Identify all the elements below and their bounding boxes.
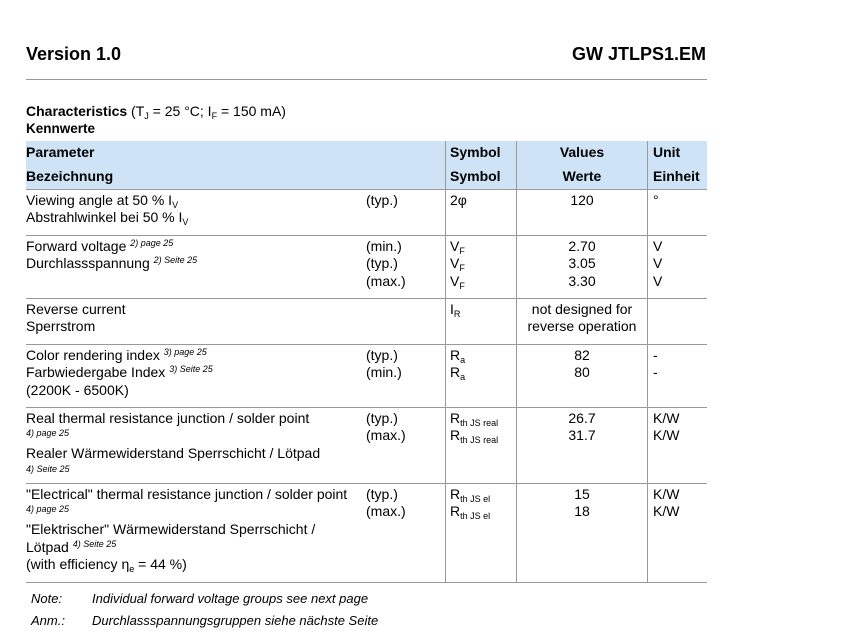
value-cell: 82 80 bbox=[517, 344, 648, 407]
header-parameter: Parameter bbox=[26, 141, 366, 165]
value-cell: not designed for reverse operation bbox=[517, 299, 648, 345]
header-values: Values bbox=[517, 141, 648, 165]
section-title: Characteristics ($T_J = 25$ °C; $I_F = 150$ mA) bbox=[26, 103, 286, 121]
parameter-cell: Color rendering index $^{3) page 25}$ Farbwiedergabe Index $^{3) Seite 25}$ (2200K - 6500K) bbox=[26, 344, 366, 407]
header-einheit: Einheit bbox=[648, 165, 708, 190]
table-row-forward-voltage bbox=[26, 235, 707, 298]
table-row-reverse-current bbox=[26, 299, 707, 345]
table-header-en bbox=[26, 141, 707, 165]
header-divider bbox=[26, 79, 707, 80]
section-subtitle: Kennwerte bbox=[26, 121, 96, 136]
unit-cell: ° bbox=[648, 190, 708, 236]
header-symbol: Symbol bbox=[446, 141, 517, 165]
table-row-color-rendering bbox=[26, 344, 707, 407]
value-cell: 120 bbox=[517, 190, 648, 236]
note-label: Note: bbox=[31, 591, 63, 606]
part-number: GW JTLPS1.EM bbox=[571, 44, 706, 64]
symbol-cell: $R_a$ $R_a$ bbox=[446, 344, 517, 407]
value-cell: 26.7 31.7 bbox=[517, 408, 648, 484]
note-text: Individual forward voltage groups see next page bbox=[92, 591, 369, 606]
header-bezeichnung: Bezeichnung bbox=[26, 165, 366, 190]
qualifier-cell: (typ.) (max.) bbox=[366, 483, 446, 582]
qualifier-cell: (typ.) (max.) bbox=[366, 408, 446, 484]
unit-cell: K/W K/W bbox=[648, 408, 708, 484]
qualifier-cell: (min.) (typ.) (max.) bbox=[366, 235, 446, 298]
note-german bbox=[31, 613, 631, 635]
symbol-cell: $R_{th JS el}$ $R_{th JS el}$ bbox=[446, 483, 517, 582]
value-cell: 15 18 bbox=[517, 483, 648, 582]
qualifier-cell bbox=[366, 299, 446, 345]
table-row-electrical-thermal-resistance bbox=[26, 483, 707, 582]
section-title-bold: Characteristics bbox=[26, 103, 128, 119]
symbol-cell: $R_{th JS real}$ $R_{th JS real}$ bbox=[446, 408, 517, 484]
note-text: Durchlassspannungsgruppen siehe nächste Seite bbox=[92, 613, 379, 628]
page-header bbox=[26, 44, 706, 68]
symbol-cell: $I_R$ bbox=[446, 299, 517, 345]
symbol-cell: 2φ bbox=[446, 190, 517, 236]
unit-cell: - - bbox=[648, 344, 708, 407]
note-label: Anm.: bbox=[31, 613, 65, 628]
qualifier-cell: (typ.) bbox=[366, 190, 446, 236]
header-symbol-de: Symbol bbox=[446, 165, 517, 190]
table-header-de bbox=[26, 165, 707, 190]
value-cell: 2.70 3.05 3.30 bbox=[517, 235, 648, 298]
document-version: Version 1.0 bbox=[26, 44, 122, 64]
unit-cell: V V V bbox=[648, 235, 708, 298]
header-unit: Unit bbox=[648, 141, 708, 165]
note-english bbox=[31, 591, 631, 613]
header-werte: Werte bbox=[517, 165, 648, 190]
unit-cell bbox=[648, 299, 708, 345]
parameter-cell: Reverse current Sperrstrom bbox=[26, 299, 366, 345]
parameter-cell: Viewing angle at 50 % $I_V$ Abstrahlwinkel bei 50 % $I_V$ bbox=[26, 190, 366, 236]
table-row-viewing-angle bbox=[26, 190, 707, 236]
characteristics-table bbox=[26, 141, 707, 583]
parameter-cell: Real thermal resistance junction / solder point 4) page 25 Realer Wärmewiderstand Sperrschicht / Lötpad 4) Seite 25 bbox=[26, 408, 366, 484]
parameter-cell: Forward voltage $^{2) page 25}$ Durchlassspannung $^{2) Seite 25}$ bbox=[26, 235, 366, 298]
symbol-cell: $V_F$ $V_F$ $V_F$ bbox=[446, 235, 517, 298]
parameter-cell: "Electrical" thermal resistance junction / solder point 4) page 25 "Elektrischer" Wärmewiderstand Sperrschicht / Lötpad $^{4) Seite 25}$ (with efficiency $\eta_e = 44$ %) bbox=[26, 483, 366, 582]
table-row-real-thermal-resistance bbox=[26, 408, 707, 484]
qualifier-cell: (typ.) (min.) bbox=[366, 344, 446, 407]
notes-section bbox=[31, 591, 631, 635]
unit-cell: K/W K/W bbox=[648, 483, 708, 582]
